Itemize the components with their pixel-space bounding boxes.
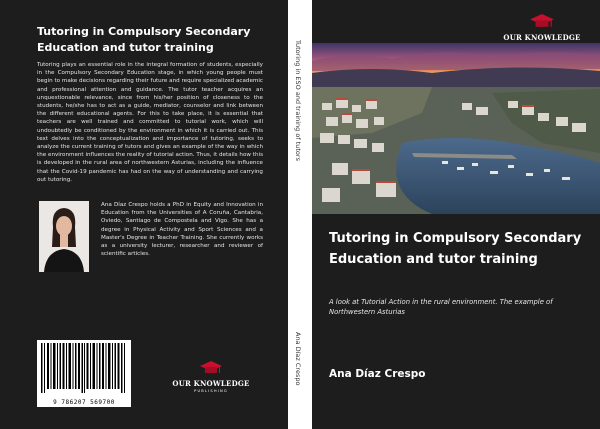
barcode-number: 9 786207 569700 — [53, 399, 115, 406]
spine-title: Tutoring in ESO and training of tutors — [294, 40, 302, 161]
graduation-cap-icon — [200, 361, 222, 375]
front-cover-title: Tutoring in Compulsory Secondary Education and tutor training — [329, 231, 582, 267]
author-portrait-icon — [39, 201, 89, 272]
front-cover-author: Ana Díaz Crespo — [329, 368, 426, 380]
back-publisher-sub: PUBLISHING — [194, 389, 228, 393]
barcode-icon — [41, 343, 127, 393]
back-publisher-logo — [168, 360, 254, 400]
barcode — [37, 340, 131, 407]
front-publisher-name: OUR KNOWLEDGE — [503, 33, 581, 42]
spine-author: Ana Díaz Crespo — [294, 332, 302, 386]
cover-photo — [312, 43, 600, 214]
back-cover-title: Tutoring in Compulsory Secondary Education and tutor training — [37, 25, 251, 54]
graduation-cap-icon — [530, 14, 554, 29]
harbor-town-photo-icon — [312, 43, 600, 214]
front-cover-subtitle: A look at Tutorial Action in the rural environment. The example of Northwestern Asturias — [329, 298, 553, 316]
author-photo — [39, 201, 89, 272]
author-bio: Ana Díaz Crespo holds a PhD in Equity and Innovation in Education from the Universities of A Coruña, Cantabria, Oviedo, Santiago de Compostela and Vigo. She has a degree in Physical Activity and Sport Sciences and a Master's Degree in Teacher Training. She currently works as a university lecturer, researcher and reviewer of scientific articles. — [101, 202, 263, 258]
back-cover — [0, 0, 288, 429]
back-publisher-name: OUR KNOWLEDGE — [172, 379, 250, 388]
front-cover — [312, 0, 600, 429]
back-cover-blurb: Tutoring plays an essential role in the integral formation of students, especially in the Compulsory Secondary Education stage, in which young people must begin to make decisions regarding their future and require specialized academic and professional attention and guidance. The tutor teacher acquires an unquestionable relevance, since from his/her position of closeness to the students, he/she has to act as a guide, mediator, counselor and link between the different educational agents. For this to take place, it is essential that teachers are well trained and committed to tutorial work, which will undoubtedly be conditioned by the environment in which it is carried out. This text delves into the conceptualization and importance of tutoring, seeks to analyze the current training of tutors and gives an example of the way in which the environment influences the reality of tutorial action. Thus, it details how this is developed in the rural area of northwestern Asturias, including the influence that the Covid-19 pandemic has had on the way of understanding and carrying out tutoring. — [37, 62, 263, 183]
